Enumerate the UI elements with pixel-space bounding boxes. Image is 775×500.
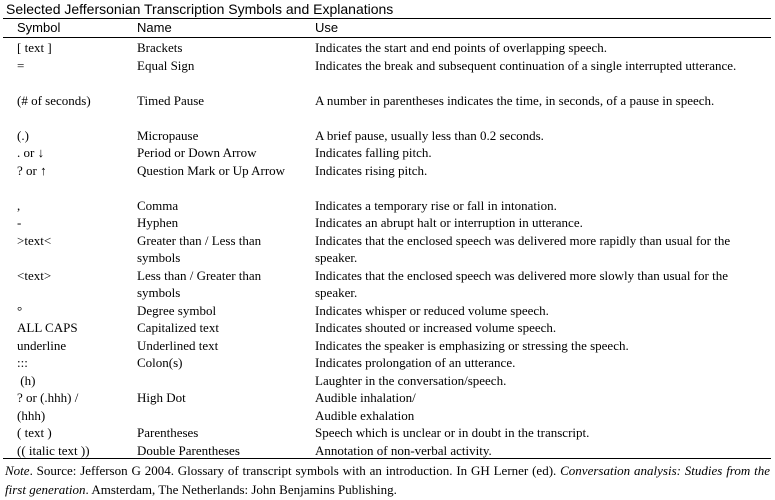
symbol-cell: [ text ] [17,40,52,55]
table-row [0,197,775,215]
symbol-cell: (hhh) [17,407,46,423]
name-cell: Parentheses [137,425,199,440]
use-cell: Indicates the break and subsequent continuation of a single interrupted utterance. [315,57,737,73]
use-cell: Indicates the start and end points of overlapping speech. [315,40,608,55]
table-row [0,232,775,267]
header-rule [3,37,771,38]
symbol-cell: ? or ↑ [17,162,47,178]
header-use: Use [315,20,339,35]
table-row [0,319,775,337]
table-row [0,214,775,232]
name-cell: Equal Sign [137,57,195,73]
table-row [0,162,775,197]
name-cell: Micropause [137,127,199,143]
name-cell: Less than / Greater than symbols [137,267,262,300]
table-body [0,39,775,459]
name-cell: Timed Pause [137,92,205,108]
use-cell: Audible exhalation [315,407,415,423]
table-row [0,144,775,162]
symbol-cell: <text> [17,267,52,283]
name-cell: Question Mark or Up Arrow [137,162,286,178]
use-cell: Indicates prolongation of an utterance. [315,355,516,370]
table-title: Selected Jeffersonian Transcription Symbols and Explanations [6,1,394,17]
use-cell: Indicates that the enclosed speech was delivered more slowly than usual for the speaker. [315,267,728,300]
symbol-cell: (( italic text )) [17,442,90,458]
note-text: . Source: Jefferson G 2004. Glossary of transcript symbols with an introduction. In GH Lerner (ed). [29,463,561,478]
use-cell: Audible inhalation/ [315,390,416,405]
symbol-cell: . or ↓ [17,145,45,160]
table-row [0,302,775,320]
use-cell: A brief pause, usually less than 0.2 seconds. [315,127,544,143]
top-rule [3,18,771,19]
table-row [0,127,775,145]
symbol-cell: ALL CAPS [17,320,78,335]
symbol-cell: (.) [17,127,29,143]
symbol-cell: (# of seconds) [17,92,91,108]
table-row [0,442,775,460]
use-cell: Indicates that the enclosed speech was delivered more rapidly than usual for the speaker. [315,232,731,265]
table-row [0,337,775,355]
name-cell: Greater than / Less than symbols [137,232,262,265]
symbol-cell: ( text ) [17,425,52,440]
header-symbol: Symbol [17,20,61,35]
note-label: Note [5,463,30,478]
table-row [0,372,775,390]
name-cell: Capitalized text [137,320,219,335]
name-cell: Period or Down Arrow [137,145,257,160]
table-row [0,57,775,92]
symbol-cell: - [17,215,22,230]
use-cell: Indicates shouted or increased volume speech. [315,320,557,335]
table-note [5,461,770,499]
use-cell: Indicates falling pitch. [315,145,432,160]
symbol-cell: ? or (.hhh) / [17,390,79,405]
table-row [0,92,775,127]
use-cell: A number in parentheses indicates the time, in seconds, of a pause in speech. [315,92,715,108]
name-cell: High Dot [137,390,186,405]
use-cell: Laughter in the conversation/speech. [315,372,507,388]
name-cell: Colon(s) [137,355,183,370]
name-cell: Comma [137,197,179,213]
symbol-cell: >text< [17,232,52,248]
symbol-cell: = [17,57,25,73]
symbol-cell: underline [17,337,67,353]
table-row [0,407,775,425]
bottom-rule [3,458,771,459]
table-row [0,354,775,372]
use-cell: Annotation of non-verbal activity. [315,442,492,458]
name-cell: Double Parentheses [137,442,240,458]
use-cell: Indicates rising pitch. [315,162,428,178]
table-row [0,39,775,57]
table-row [0,424,775,442]
symbol-cell: , [17,197,21,213]
use-cell: Indicates a temporary rise or fall in intonation. [315,197,557,213]
symbol-cell: ::: [17,355,28,370]
name-cell: Brackets [137,40,183,55]
use-cell: Indicates the speaker is emphasizing or stressing the speech. [315,337,629,353]
note-book-title: Conversation analysis: Studies from the first generation [5,463,770,497]
table-row [0,389,775,407]
symbol-cell: (h) [17,372,36,388]
table-row [0,267,775,302]
use-cell: Indicates an abrupt halt or interruption in utterance. [315,215,583,230]
use-cell: Speech which is unclear or in doubt in the transcript. [315,425,590,440]
name-cell: Degree symbol [137,302,217,318]
symbol-cell: ° [17,302,23,318]
header-name: Name [137,20,172,35]
name-cell: Underlined text [137,337,219,353]
use-cell: Indicates whisper or reduced volume speech. [315,302,549,318]
name-cell: Hyphen [137,215,179,230]
note-text-end: . Amsterdam, The Netherlands: John Benjamins Publishing. [85,482,397,497]
